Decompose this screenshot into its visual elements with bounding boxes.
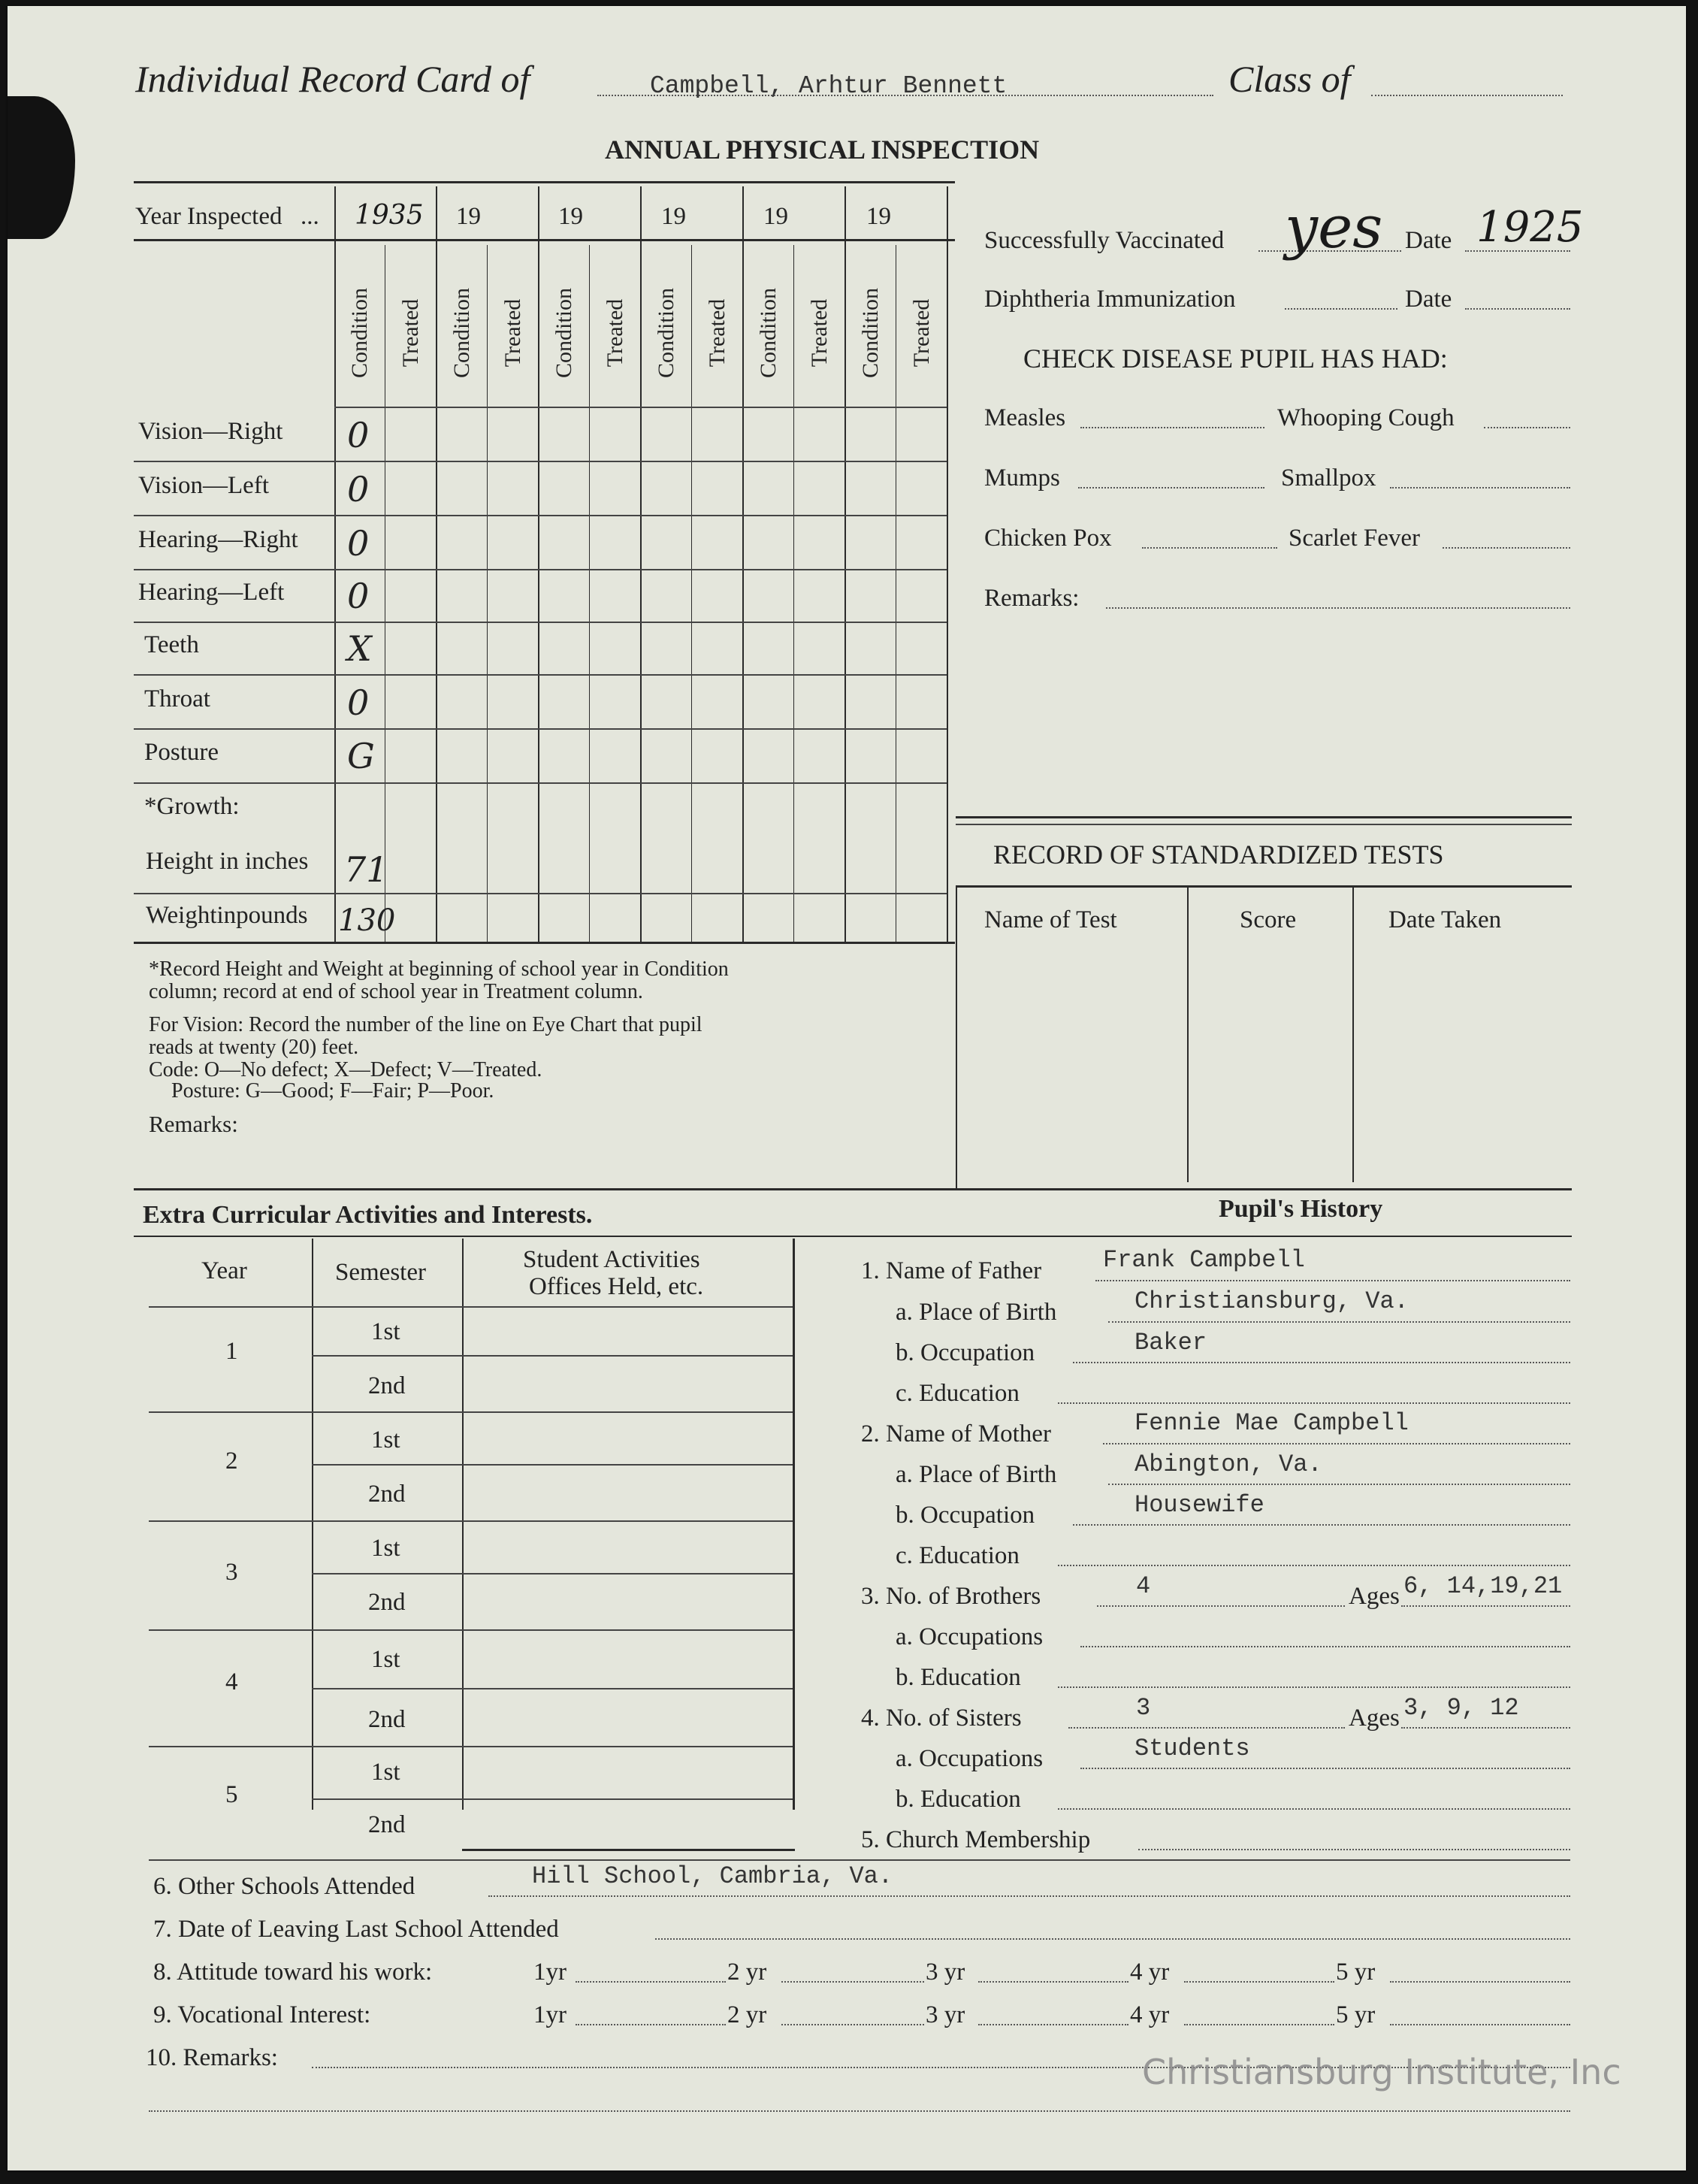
col-divider <box>793 245 794 942</box>
tests-col-date: Date Taken <box>1388 906 1502 933</box>
mother-occupation-label: b. Occupation <box>896 1502 1035 1529</box>
year-inspected-1: 1935 <box>355 200 424 231</box>
vaccination-remarks-label: Remarks: <box>984 585 1080 612</box>
row-rule <box>134 728 947 730</box>
col-divider <box>334 186 336 942</box>
value-vision-left: 0 <box>347 469 370 510</box>
value-throat: 0 <box>347 682 370 723</box>
year-rule <box>149 1746 793 1747</box>
attitude-yr1: 1yr <box>533 1959 567 1986</box>
disease-mumps: Mumps <box>984 464 1060 492</box>
treated-header: Treated <box>398 298 423 368</box>
attitude-yr2-line <box>781 1981 924 1983</box>
class-line <box>1371 95 1563 96</box>
brothers-count: 4 <box>1136 1572 1151 1600</box>
vaccinated-label: Successfully Vaccinated <box>984 227 1225 254</box>
brothers-occupations-label: a. Occupations <box>896 1623 1044 1650</box>
semester-rule <box>312 1688 793 1689</box>
other-schools-label: 6. Other Schools Attended <box>153 1873 415 1900</box>
vocational-yr3: 3 yr <box>926 2001 965 2028</box>
father-line <box>1095 1280 1570 1281</box>
mother-education-label: c. Education <box>896 1542 1020 1569</box>
brothers-education-label: b. Education <box>896 1664 1021 1691</box>
tests-header-rule <box>956 885 1572 888</box>
mumps-line <box>1078 487 1264 489</box>
mother-education-line <box>1058 1565 1570 1566</box>
value-posture: G <box>347 736 375 776</box>
tests-col-score: Score <box>1240 906 1297 933</box>
semester-rule <box>312 1798 793 1800</box>
disease-measles: Measles <box>984 404 1066 431</box>
semester-rule <box>312 1573 793 1574</box>
col-divider <box>947 186 948 942</box>
activities-top-rule <box>134 1236 1572 1237</box>
brothers-label: 3. No. of Brothers <box>861 1583 1041 1610</box>
father-occupation-line <box>1073 1362 1570 1363</box>
row-hearing-right: Hearing—Right <box>138 526 298 553</box>
row-teeth: Teeth <box>144 631 199 658</box>
leaving-date-line <box>655 1938 1570 1940</box>
semester-2nd: 2nd <box>368 1589 406 1616</box>
diphtheria-label: Diphtheria Immunization <box>984 286 1236 313</box>
sisters-line <box>1068 1727 1345 1729</box>
note-line-2: column; record at end of school year in Treatment column. <box>149 980 643 1003</box>
value-height: 71 <box>344 849 388 890</box>
col-divider <box>742 186 744 942</box>
whooping-line <box>1484 427 1570 428</box>
year-inspected-label: Year Inspected <box>135 203 282 230</box>
condition-header: Condition <box>756 288 781 379</box>
treated-header: Treated <box>909 298 934 368</box>
semester-2nd: 2nd <box>368 1706 406 1733</box>
diphtheria-date-label: Date <box>1405 286 1452 313</box>
condition-header: Condition <box>449 288 474 379</box>
row-rule <box>134 893 947 894</box>
vocational-yr5-line <box>1390 2024 1570 2025</box>
card-label: Individual Record Card of <box>135 58 530 100</box>
father-birth: Christiansburg, Va. <box>1135 1287 1409 1315</box>
condition-header: Condition <box>858 288 883 379</box>
activities-col-semester: Semester <box>335 1259 426 1286</box>
value-hearing-right: 0 <box>347 523 370 564</box>
year-row-rule <box>134 239 955 241</box>
brothers-occupations-line <box>1080 1646 1570 1647</box>
sisters-occupations-label: a. Occupations <box>896 1745 1044 1772</box>
treated-header: Treated <box>705 298 730 368</box>
col-divider <box>487 245 488 942</box>
condition-header: Condition <box>654 288 678 379</box>
semester-2nd: 2nd <box>368 1372 406 1399</box>
vaccinated-date: 1925 <box>1476 203 1584 252</box>
vaccination-remarks-line <box>1106 607 1570 609</box>
student-name: Campbell, Arhtur Bennett <box>650 72 1008 100</box>
vocational-yr2: 2 yr <box>727 2001 767 2028</box>
father-occupation: Baker <box>1135 1329 1207 1357</box>
row-vision-right: Vision—Right <box>138 418 283 445</box>
father-label: 1. Name of Father <box>861 1257 1042 1284</box>
col-divider <box>691 245 692 942</box>
activities-right-border <box>793 1239 795 1810</box>
disease-chicken-pox: Chicken Pox <box>984 525 1112 552</box>
scarlet-fever-line <box>1443 547 1570 549</box>
activities-bottom-rule <box>462 1849 795 1851</box>
year-rule <box>149 1520 793 1522</box>
tests-left-border <box>956 885 957 1190</box>
father-birth-line <box>1108 1321 1570 1323</box>
attitude-yr2: 2 yr <box>727 1959 767 1986</box>
disease-smallpox: Smallpox <box>1281 464 1376 492</box>
chicken-pox-line <box>1142 547 1277 549</box>
semester-rule <box>312 1464 793 1466</box>
church-membership-label: 5. Church Membership <box>861 1826 1091 1853</box>
value-weight: 130 <box>338 903 396 938</box>
father-occupation-label: b. Occupation <box>896 1339 1035 1366</box>
note-line-3: For Vision: Record the number of the line on Eye Chart that pupil <box>149 1013 702 1036</box>
activity-year-3: 3 <box>225 1559 238 1586</box>
brothers-education-line <box>1058 1686 1570 1688</box>
attitude-yr3-line <box>978 1981 1128 1983</box>
mother-occupation-line <box>1073 1524 1570 1526</box>
vocational-label: 9. Vocational Interest: <box>153 2001 371 2028</box>
bottom-remarks-label: 10. Remarks: <box>146 2044 278 2071</box>
attitude-yr5-line <box>1390 1981 1570 1983</box>
year-inspected-5: 19 <box>763 203 788 230</box>
value-vision-right: 0 <box>347 415 370 455</box>
row-growth: *Growth: <box>144 793 240 820</box>
activity-year-4: 4 <box>225 1668 238 1695</box>
row-vision-left: Vision—Left <box>138 472 269 499</box>
sisters-occupations: Students <box>1135 1735 1250 1762</box>
semester-1st: 1st <box>371 1759 400 1786</box>
tests-top-rule <box>956 816 1572 818</box>
activities-header-rule <box>312 1306 793 1308</box>
torn-edge <box>8 96 75 239</box>
attitude-yr1-line <box>576 1981 726 1983</box>
activities-col-activities-2: Offices Held, etc. <box>529 1273 704 1300</box>
table-top-rule <box>134 181 955 183</box>
note-line-6: Posture: G—Good; F—Fair; P—Poor. <box>171 1079 494 1103</box>
diphtheria-date-line <box>1465 308 1570 310</box>
value-hearing-left: 0 <box>347 576 370 616</box>
semester-rule <box>312 1355 793 1357</box>
attitude-yr5: 5 yr <box>1336 1959 1376 1986</box>
attitude-yr4-line <box>1184 1981 1334 1983</box>
semester-2nd: 2nd <box>368 1481 406 1508</box>
disease-scarlet-fever: Scarlet Fever <box>1289 525 1421 552</box>
mother-label: 2. Name of Mother <box>861 1420 1051 1447</box>
year-inspected-4: 19 <box>661 203 686 230</box>
activity-year-2: 2 <box>225 1447 238 1475</box>
col-divider <box>538 186 539 942</box>
vocational-yr1: 1yr <box>533 2001 567 2028</box>
attitude-label: 8. Attitude toward his work: <box>153 1959 433 1986</box>
year-inspected-dots: ... <box>301 203 319 230</box>
church-membership-line <box>1138 1849 1570 1850</box>
vocational-yr4-line <box>1184 2024 1334 2025</box>
vocational-yr4: 4 yr <box>1130 2001 1170 2028</box>
father-birth-label: a. Place of Birth <box>896 1299 1057 1326</box>
sisters-label: 4. No. of Sisters <box>861 1705 1022 1732</box>
name-line <box>597 95 1213 96</box>
semester-1st: 1st <box>371 1426 400 1453</box>
table-bottom-rule <box>134 942 955 944</box>
activities-col-activities-1: Student Activities <box>523 1246 700 1273</box>
class-label: Class of <box>1228 58 1351 100</box>
disease-whooping-cough: Whooping Cough <box>1277 404 1455 431</box>
row-weight: Weightinpounds <box>146 902 308 929</box>
vaccinated-value: yes <box>1285 194 1383 262</box>
brothers-ages-label: Ages <box>1349 1583 1400 1610</box>
page-title: ANNUAL PHYSICAL INSPECTION <box>605 135 1040 165</box>
condition-header: Condition <box>347 288 372 379</box>
bottom-remarks-line-2 <box>149 2110 1570 2112</box>
diphtheria-line <box>1285 308 1397 310</box>
year-inspected-2: 19 <box>456 203 481 230</box>
note-line-4: reads at twenty (20) feet. <box>149 1036 359 1059</box>
activity-year-1: 1 <box>225 1338 238 1365</box>
tests-col-divider <box>1352 885 1354 1182</box>
record-card <box>8 6 1686 2170</box>
value-teeth: X <box>347 628 372 669</box>
year-inspected-6: 19 <box>866 203 891 230</box>
activities-col-divider <box>462 1239 464 1810</box>
activities-header-rule <box>149 1306 312 1308</box>
col-divider <box>436 186 437 942</box>
row-rule <box>134 569 947 570</box>
row-rule <box>134 782 947 784</box>
diseases-heading: CHECK DISEASE PUPIL HAS HAD: <box>1023 343 1448 374</box>
other-schools-line <box>488 1895 1570 1897</box>
attitude-yr4: 4 yr <box>1130 1959 1170 1986</box>
header-rule <box>334 407 947 408</box>
mother-occupation: Housewife <box>1135 1491 1264 1519</box>
measles-line <box>1080 427 1264 428</box>
row-height: Height in inches <box>146 848 309 875</box>
mother-birth: Abington, Va. <box>1135 1450 1322 1478</box>
activities-col-year: Year <box>201 1257 247 1284</box>
brothers-ages: 6, 14,19,21 <box>1403 1572 1563 1600</box>
vocational-yr1-line <box>576 2024 726 2025</box>
vaccinated-date-label: Date <box>1405 227 1452 254</box>
sisters-education-line <box>1058 1808 1570 1810</box>
watermark: Christiansburg Institute, Inc <box>1142 2052 1621 2092</box>
note-line-5: Code: O—No defect; X—Defect; V—Treated. <box>149 1058 542 1081</box>
row-throat: Throat <box>144 685 210 712</box>
father-education-label: c. Education <box>896 1380 1020 1407</box>
note-line-1: *Record Height and Weight at beginning of school year in Condition <box>149 957 729 981</box>
tests-top-rule-2 <box>956 824 1572 825</box>
row-rule <box>134 515 947 516</box>
tests-col-name: Name of Test <box>984 906 1117 933</box>
row-rule <box>134 461 947 462</box>
mother-line <box>1103 1443 1570 1444</box>
year-rule <box>149 1411 793 1413</box>
brothers-line <box>1097 1605 1345 1607</box>
activity-year-5: 5 <box>225 1781 238 1808</box>
semester-2nd: 2nd <box>368 1811 406 1838</box>
bottom-rule <box>149 1859 1570 1861</box>
year-inspected-3: 19 <box>558 203 583 230</box>
sisters-ages-label: Ages <box>1349 1705 1400 1732</box>
col-divider <box>844 186 846 942</box>
row-rule <box>134 622 947 623</box>
mother-name: Fennie Mae Campbell <box>1135 1409 1409 1437</box>
tests-col-divider <box>1187 885 1189 1182</box>
row-hearing-left: Hearing—Left <box>138 579 285 606</box>
physical-remarks-label: Remarks: <box>149 1111 238 1137</box>
other-schools: Hill School, Cambria, Va. <box>532 1862 893 1890</box>
year-rule <box>149 1629 793 1631</box>
semester-1st: 1st <box>371 1646 400 1673</box>
treated-header: Treated <box>500 298 525 368</box>
father-name: Frank Campbell <box>1103 1246 1305 1274</box>
semester-1st: 1st <box>371 1535 400 1562</box>
mid-rule <box>134 1188 1572 1190</box>
history-heading: Pupil's History <box>1219 1195 1383 1223</box>
mother-birth-line <box>1108 1484 1570 1485</box>
sisters-count: 3 <box>1136 1694 1151 1722</box>
sisters-occupations-line <box>1080 1768 1570 1769</box>
treated-header: Treated <box>807 298 832 368</box>
sisters-ages: 3, 9, 12 <box>1403 1694 1519 1722</box>
attitude-yr3: 3 yr <box>926 1959 965 1986</box>
smallpox-line <box>1390 487 1570 489</box>
mother-birth-label: a. Place of Birth <box>896 1461 1057 1488</box>
col-divider <box>640 186 642 942</box>
father-education-line <box>1058 1402 1570 1404</box>
row-posture: Posture <box>144 739 219 766</box>
semester-1st: 1st <box>371 1318 400 1345</box>
sisters-ages-line <box>1401 1727 1570 1729</box>
sisters-education-label: b. Education <box>896 1786 1021 1813</box>
activities-heading: Extra Curricular Activities and Interests. <box>143 1201 593 1229</box>
vocational-yr5: 5 yr <box>1336 2001 1376 2028</box>
treated-header: Treated <box>603 298 627 368</box>
vocational-yr2-line <box>781 2024 924 2025</box>
col-divider <box>589 245 590 942</box>
leaving-date-label: 7. Date of Leaving Last School Attended <box>153 1916 559 1943</box>
tests-heading: RECORD OF STANDARDIZED TESTS <box>993 839 1444 870</box>
activities-col-divider <box>312 1239 313 1810</box>
row-rule <box>134 674 947 676</box>
condition-header: Condition <box>551 288 576 379</box>
vocational-yr3-line <box>978 2024 1128 2025</box>
brothers-ages-line <box>1401 1605 1570 1607</box>
